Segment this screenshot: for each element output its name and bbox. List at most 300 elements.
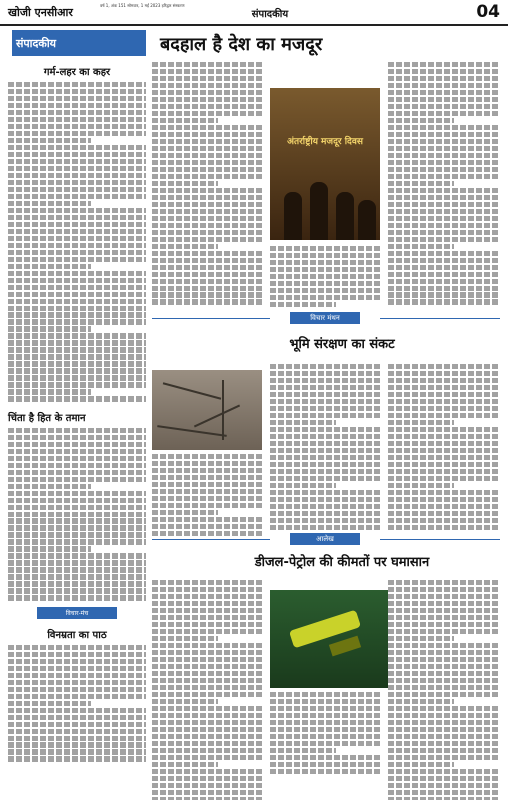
text-line: [8, 285, 146, 290]
text-line: [388, 490, 498, 495]
text-line: [8, 354, 146, 359]
text-line: [388, 90, 498, 95]
page-number: 04: [476, 2, 500, 22]
text-line: [388, 497, 498, 502]
text-line: [8, 722, 146, 727]
text-line: [152, 713, 262, 718]
text-line: [8, 312, 146, 317]
text-line: [388, 392, 498, 397]
editorial-article-3-body: [8, 645, 146, 762]
text-line: [152, 706, 262, 711]
text-line: [152, 174, 262, 179]
text-line: [8, 347, 146, 352]
text-line: [388, 265, 498, 270]
sidebar-heading: संपादकीय: [8, 30, 146, 56]
text-line: [152, 699, 218, 704]
land-article-col-3: [388, 364, 498, 532]
text-line: [152, 286, 262, 291]
text-line: [388, 111, 498, 116]
text-line: [8, 470, 146, 475]
text-line: [8, 138, 91, 143]
divider: [152, 318, 270, 319]
text-line: [8, 539, 146, 544]
text-line: [388, 755, 498, 760]
text-line: [270, 455, 380, 460]
text-line: [8, 82, 146, 87]
text-line: [152, 132, 262, 137]
editorial-article-2-body: [8, 428, 146, 601]
text-line: [270, 727, 380, 732]
main-story-column-2: [270, 246, 380, 309]
text-line: [388, 511, 498, 516]
text-line: [388, 62, 498, 67]
text-line: [388, 448, 498, 453]
text-line: [270, 692, 380, 697]
text-line: [270, 483, 336, 488]
main-headline: बदहाल है देश का मजदूर: [160, 34, 323, 55]
text-line: [152, 251, 262, 256]
text-line: [152, 202, 262, 207]
text-line: [8, 484, 91, 489]
analysis-label: आलेख: [290, 533, 360, 545]
text-line: [8, 736, 146, 741]
text-line: [388, 504, 498, 509]
viewpoint-label: विचार मंथन: [290, 312, 360, 324]
text-line: [8, 532, 146, 537]
text-line: [388, 762, 454, 767]
text-line: [8, 729, 146, 734]
text-line: [152, 111, 262, 116]
divider: [380, 539, 500, 540]
text-line: [388, 657, 498, 662]
text-line: [8, 243, 146, 248]
text-line: [152, 489, 262, 494]
text-line: [8, 505, 146, 510]
text-line: [270, 371, 380, 376]
text-line: [388, 299, 498, 304]
text-line: [152, 524, 262, 529]
text-line: [152, 181, 218, 186]
text-line: [388, 671, 498, 676]
text-line: [270, 267, 380, 272]
text-line: [8, 525, 146, 530]
text-line: [388, 685, 498, 690]
text-line: [152, 195, 262, 200]
text-line: [270, 511, 380, 516]
text-line: [152, 664, 262, 669]
text-line: [388, 734, 498, 739]
text-line: [270, 441, 380, 446]
text-line: [270, 420, 336, 425]
text-line: [388, 385, 498, 390]
text-line: [270, 497, 380, 502]
text-line: [8, 442, 146, 447]
text-line: [8, 581, 146, 586]
worker-silhouette-icon: [284, 192, 302, 240]
text-line: [152, 244, 218, 249]
text-line: [152, 461, 262, 466]
section-title: संपादकीय: [251, 9, 289, 20]
text-line: [388, 706, 498, 711]
text-line: [388, 629, 498, 634]
text-line: [152, 482, 262, 487]
text-line: [270, 720, 380, 725]
text-line: [270, 525, 380, 530]
text-line: [388, 104, 498, 109]
text-line: [152, 601, 262, 606]
text-line: [8, 299, 146, 304]
text-line: [388, 195, 498, 200]
text-line: [270, 274, 380, 279]
text-line: [388, 364, 498, 369]
text-line: [152, 104, 262, 109]
text-line: [388, 258, 498, 263]
text-line: [8, 117, 146, 122]
text-line: [8, 201, 91, 206]
text-line: [388, 769, 498, 774]
text-line: [388, 720, 498, 725]
text-line: [388, 371, 498, 376]
text-line: [152, 258, 262, 263]
text-line: [152, 299, 262, 304]
text-line: [152, 279, 262, 284]
text-line: [152, 237, 262, 242]
text-line: [8, 173, 146, 178]
text-line: [388, 378, 498, 383]
text-line: [8, 560, 146, 565]
text-line: [388, 580, 498, 585]
text-line: [388, 776, 498, 781]
text-line: [152, 167, 262, 172]
text-line: [152, 594, 262, 599]
text-line: [152, 720, 262, 725]
text-line: [270, 385, 380, 390]
worker-silhouette-icon: [336, 192, 354, 240]
text-line: [152, 118, 218, 123]
text-line: [152, 587, 262, 592]
text-line: [8, 756, 146, 761]
text-line: [8, 680, 146, 685]
text-line: [270, 504, 380, 509]
text-line: [152, 608, 262, 613]
text-line: [388, 132, 498, 137]
text-line: [270, 392, 380, 397]
text-line: [388, 97, 498, 102]
text-line: [8, 463, 146, 468]
text-line: [152, 741, 262, 746]
text-line: [8, 567, 146, 572]
text-line: [8, 340, 146, 345]
text-line: [270, 469, 380, 474]
text-line: [270, 769, 380, 774]
text-line: [388, 420, 454, 425]
text-line: [388, 279, 498, 284]
text-line: [152, 755, 262, 760]
fuel-article-col-2: [270, 692, 380, 776]
main-content: [152, 30, 500, 794]
text-line: [152, 692, 262, 697]
text-line: [270, 741, 380, 746]
text-line: [8, 742, 146, 747]
text-line: [152, 678, 262, 683]
text-line: [152, 657, 262, 662]
text-line: [152, 734, 262, 739]
text-line: [270, 406, 380, 411]
text-line: [8, 187, 146, 192]
text-line: [152, 475, 262, 480]
text-line: [152, 790, 262, 795]
text-line: [152, 146, 262, 151]
fuel-nozzle-photo: [270, 590, 388, 688]
text-line: [152, 223, 262, 228]
text-line: [8, 588, 146, 593]
text-line: [152, 90, 262, 95]
divider: [152, 539, 270, 540]
divider: [380, 318, 500, 319]
text-line: [8, 368, 146, 373]
text-line: [8, 96, 146, 101]
text-line: [152, 230, 262, 235]
text-line: [388, 455, 498, 460]
text-line: [388, 713, 498, 718]
text-line: [8, 652, 146, 657]
text-line: [152, 454, 262, 459]
text-line: [388, 525, 498, 530]
text-line: [152, 685, 262, 690]
text-line: [388, 83, 498, 88]
text-line: [152, 517, 262, 522]
text-line: [270, 378, 380, 383]
text-line: [152, 188, 262, 193]
text-line: [388, 783, 498, 788]
text-line: [8, 131, 146, 136]
text-line: [270, 399, 380, 404]
text-line: [8, 456, 146, 461]
text-line: [8, 553, 146, 558]
text-line: [152, 272, 262, 277]
text-line: [8, 546, 91, 551]
text-line: [388, 413, 498, 418]
text-line: [388, 790, 498, 795]
text-line: [270, 706, 380, 711]
text-line: [8, 645, 146, 650]
text-line: [8, 574, 146, 579]
labour-day-poster: [270, 88, 380, 240]
text-line: [270, 476, 380, 481]
text-line: [388, 462, 498, 467]
poster-title: अंतर्राष्ट्रीय मजदूर दिवस: [287, 137, 363, 147]
text-line: [388, 678, 498, 683]
text-line: [388, 286, 498, 291]
text-line: [8, 166, 146, 171]
text-line: [152, 62, 262, 67]
text-line: [152, 671, 262, 676]
text-line: [388, 622, 498, 627]
dateline: वर्ष 1, अंक 151 सोमवार, 1 मई 2023 हरिद्वार संस्करण: [100, 3, 185, 8]
text-line: [388, 216, 498, 221]
text-line: [152, 531, 262, 536]
text-line: [270, 699, 380, 704]
text-line: [388, 174, 498, 179]
text-line: [388, 692, 498, 697]
text-line: [152, 783, 262, 788]
text-line: [388, 643, 498, 648]
editorial-sidebar: [8, 30, 146, 794]
vichar-manch-label: विचार-मंच: [37, 607, 117, 619]
text-line: [152, 496, 262, 501]
text-line: [152, 125, 262, 130]
text-line: [270, 762, 380, 767]
text-line: [8, 659, 146, 664]
text-line: [8, 229, 146, 234]
text-line: [8, 333, 146, 338]
text-line: [152, 468, 262, 473]
text-line: [8, 512, 146, 517]
text-line: [388, 188, 498, 193]
text-line: [270, 490, 380, 495]
text-line: [270, 260, 380, 265]
text-line: [8, 428, 146, 433]
text-line: [152, 209, 262, 214]
text-line: [8, 389, 91, 394]
text-line: [8, 595, 146, 600]
text-line: [152, 160, 262, 165]
text-line: [8, 222, 146, 227]
fuel-article-title: डीजल-पेट्रोल की कीमतों पर घमासान: [254, 555, 430, 570]
text-line: [270, 748, 336, 753]
text-line: [388, 244, 454, 249]
text-line: [152, 580, 262, 585]
editorial-article-1-body: [8, 82, 146, 402]
text-line: [270, 713, 380, 718]
text-line: [388, 230, 498, 235]
text-line: [152, 650, 262, 655]
text-line: [152, 97, 262, 102]
text-line: [388, 146, 498, 151]
fuel-article-col-3: [388, 580, 498, 800]
text-line: [270, 448, 380, 453]
text-line: [8, 292, 146, 297]
text-line: [152, 797, 262, 800]
text-line: [388, 483, 454, 488]
text-line: [152, 69, 262, 74]
text-line: [270, 413, 380, 418]
text-line: [388, 727, 498, 732]
text-line: [8, 103, 146, 108]
text-line: [270, 427, 380, 432]
text-line: [8, 264, 91, 269]
text-line: [388, 587, 498, 592]
text-line: [8, 498, 146, 503]
cracked-land-photo: [152, 370, 262, 450]
text-line: [8, 250, 146, 255]
text-line: [8, 319, 146, 324]
text-line: [388, 118, 454, 123]
text-line: [388, 160, 498, 165]
text-line: [8, 159, 146, 164]
text-line: [8, 449, 146, 454]
text-line: [152, 629, 262, 634]
text-line: [388, 399, 498, 404]
text-line: [8, 180, 146, 185]
text-line: [152, 776, 262, 781]
text-line: [152, 153, 262, 158]
text-line: [152, 510, 218, 515]
text-line: [388, 601, 498, 606]
text-line: [8, 694, 146, 699]
text-line: [8, 708, 146, 713]
text-line: [8, 477, 146, 482]
text-line: [388, 406, 498, 411]
text-line: [8, 194, 146, 199]
text-line: [8, 278, 146, 283]
text-line: [152, 643, 262, 648]
text-line: [152, 83, 262, 88]
text-line: [388, 594, 498, 599]
worker-silhouette-icon: [358, 200, 376, 240]
text-line: [8, 152, 146, 157]
text-line: [8, 375, 146, 380]
text-line: [388, 167, 498, 172]
text-line: [388, 76, 498, 81]
text-line: [388, 434, 498, 439]
text-line: [270, 253, 380, 258]
text-line: [270, 462, 380, 467]
text-line: [8, 701, 91, 706]
text-line: [270, 302, 336, 307]
text-line: [388, 699, 454, 704]
text-line: [388, 615, 498, 620]
text-line: [388, 797, 498, 800]
main-story-column-1: [152, 62, 262, 306]
text-line: [270, 434, 380, 439]
text-line: [8, 236, 146, 241]
fuel-article-col-1: [152, 580, 262, 800]
text-line: [8, 306, 146, 311]
text-line: [8, 673, 146, 678]
text-line: [152, 139, 262, 144]
worker-silhouette-icon: [310, 182, 328, 240]
text-line: [388, 237, 498, 242]
main-story-column-3: [388, 62, 498, 306]
text-line: [388, 69, 498, 74]
text-line: [8, 89, 146, 94]
text-line: [270, 755, 380, 760]
text-line: [152, 762, 218, 767]
text-line: [8, 518, 146, 523]
text-line: [270, 518, 380, 523]
text-line: [388, 251, 498, 256]
text-line: [8, 361, 146, 366]
land-article-col-2: [270, 364, 380, 532]
text-line: [388, 650, 498, 655]
text-line: [388, 427, 498, 432]
text-line: [8, 666, 146, 671]
text-line: [270, 364, 380, 369]
text-line: [152, 503, 262, 508]
text-line: [152, 622, 262, 627]
text-line: [8, 382, 146, 387]
text-line: [8, 110, 146, 115]
text-line: [270, 246, 380, 251]
text-line: [270, 281, 380, 286]
text-line: [388, 292, 498, 297]
text-line: [388, 209, 498, 214]
text-line: [8, 396, 146, 401]
text-line: [388, 476, 498, 481]
masthead: [0, 0, 508, 26]
text-line: [152, 216, 262, 221]
